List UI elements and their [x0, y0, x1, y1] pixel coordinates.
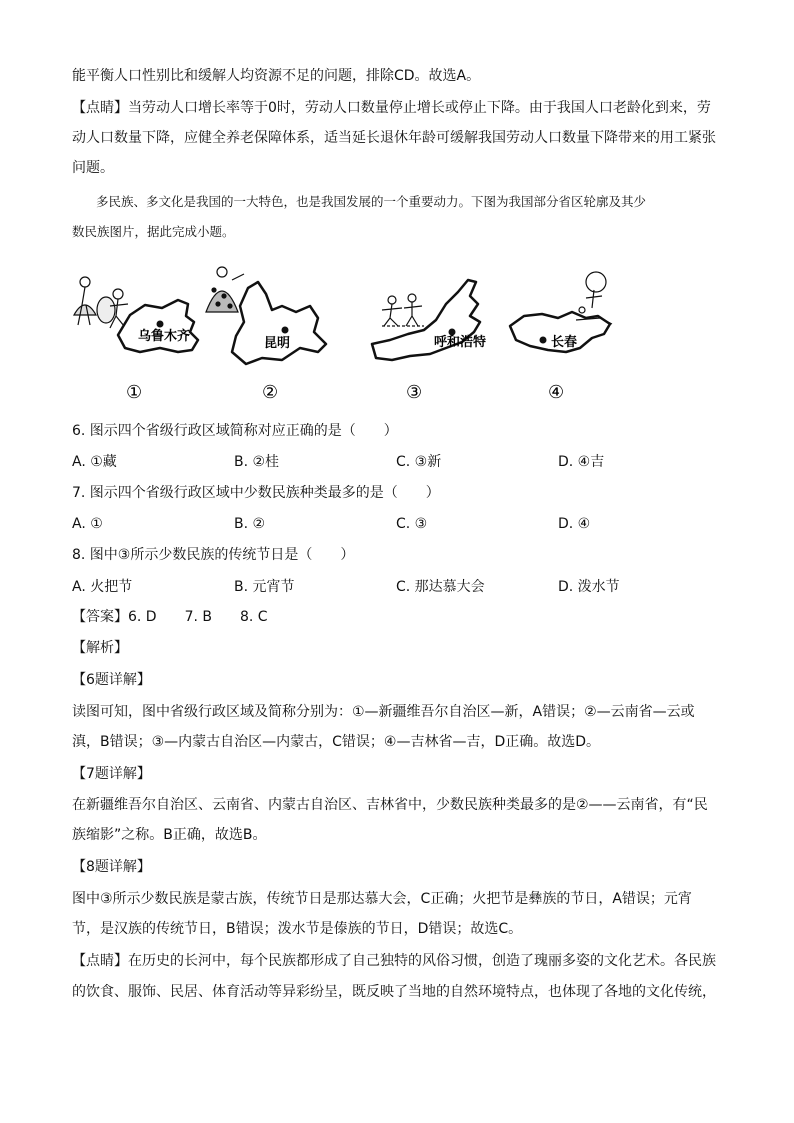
q8-option-a: A. 火把节	[72, 579, 133, 595]
q6-detail-heading: 【6题详解】	[72, 672, 151, 688]
q8-detail-text: 图中③所示少数民族是蒙古族，传统节日是那达慕大会，C正确；火把节是彝族的节日，A错误；元宵	[72, 891, 692, 907]
answer-values: 6. D 7. B 8. C	[128, 609, 268, 625]
q6-option-c: C. ③新	[396, 454, 442, 470]
q8-option-c: C. 那达慕大会	[396, 579, 485, 595]
intro-line: 数民族图片，据此完成小题。	[72, 224, 235, 239]
question-6-stem: 6. 图示四个省级行政区域简称对应正确的是（ ）	[72, 423, 398, 439]
dancers-figure-3	[382, 294, 424, 326]
dancer-figure-2	[206, 267, 244, 312]
tip-text: 【点睛】在历史的长河中，每个民族都形成了自己独特的风俗习惯，创造了瑰丽多姿的文化艺术。各民族	[72, 953, 716, 969]
q7-option-d: D. ④	[558, 516, 591, 532]
q7-detail-text: 在新疆维吾尔自治区、云南省、内蒙古自治区、吉林省中，少数民族种类最多的是②——云南省，有“民	[72, 797, 708, 813]
answer-label: 【答案】	[72, 609, 128, 625]
question-8-stem: 8. 图中③所示少数民族的传统节日是（ ）	[72, 547, 355, 563]
map-number-3: ③	[406, 382, 423, 403]
tip-line: 【点睛】当劳动人口增长率等于0时，劳动人口数量停止增长或停止下降。由于我国人口老龄化到来，劳	[72, 100, 711, 116]
yunnan-outline	[232, 282, 326, 364]
q6-detail-text: 滇，B错误；③—内蒙古自治区—内蒙古，C错误；④—吉林省—吉，D正确。故选D。	[72, 734, 601, 750]
question-7-stem: 7. 图示四个省级行政区域中少数民族种类最多的是（ ）	[72, 485, 440, 501]
tip-line: 动人口数量下降，应健全养老保障体系，适当延长退休年龄可缓解我国劳动人口数量下降带来的用工紧张	[72, 130, 716, 146]
text-line: 能平衡人口性别比和缓解人均资源不足的问题，排除CD。故选A。	[72, 68, 481, 84]
city-urumqi-label: 乌鲁木齐	[138, 329, 191, 344]
dancers-figure-1	[74, 277, 128, 328]
province-map-figure	[0, 260, 794, 405]
q7-detail-heading: 【7题详解】	[72, 766, 151, 782]
city-kunming-label: 昆明	[264, 336, 291, 351]
q6-option-b: B. ②桂	[234, 454, 280, 470]
tip-text: 的饮食、服饰、民居、体育活动等异彩纷呈，既反映了当地的自然环境特点，也体现了各地的文化传统，	[72, 984, 716, 1000]
city-changchun-label: 长春	[551, 335, 578, 350]
q7-option-c: C. ③	[396, 516, 428, 532]
intro-line: 多民族、多文化是我国的一大特色，也是我国发展的一个重要动力。下图为我国部分省区轮廓及其少	[96, 194, 647, 209]
q7-option-b: B. ②	[234, 516, 266, 532]
q8-option-d: D. 泼水节	[558, 579, 620, 595]
xinjiang-outline	[118, 300, 198, 352]
map-number-1: ①	[126, 382, 143, 403]
analysis-heading: 【解析】	[72, 640, 128, 656]
q8-option-b: B. 元宵节	[234, 579, 295, 595]
q8-detail-text: 节，是汉族的传统节日，B错误；泼水节是傣族的节日，D错误；故选C。	[72, 921, 523, 937]
q6-option-a: A. ①藏	[72, 454, 117, 470]
q6-option-d: D. ④吉	[558, 454, 605, 470]
answer-line	[72, 607, 268, 627]
tip-line: 问题。	[72, 160, 114, 176]
map-number-4: ④	[548, 382, 565, 403]
q7-detail-text: 族缩影”之称。B正确，故选B。	[72, 827, 267, 843]
q6-detail-text: 读图可知，图中省级行政区域及简称分别为：①—新疆维吾尔自治区—新，A错误；②—云南省—云或	[72, 704, 695, 720]
q7-option-a: A. ①	[72, 516, 103, 532]
q8-detail-heading: 【8题详解】	[72, 859, 151, 875]
city-hohhot-label: 呼和浩特	[434, 335, 487, 350]
map-number-2: ②	[262, 382, 279, 403]
